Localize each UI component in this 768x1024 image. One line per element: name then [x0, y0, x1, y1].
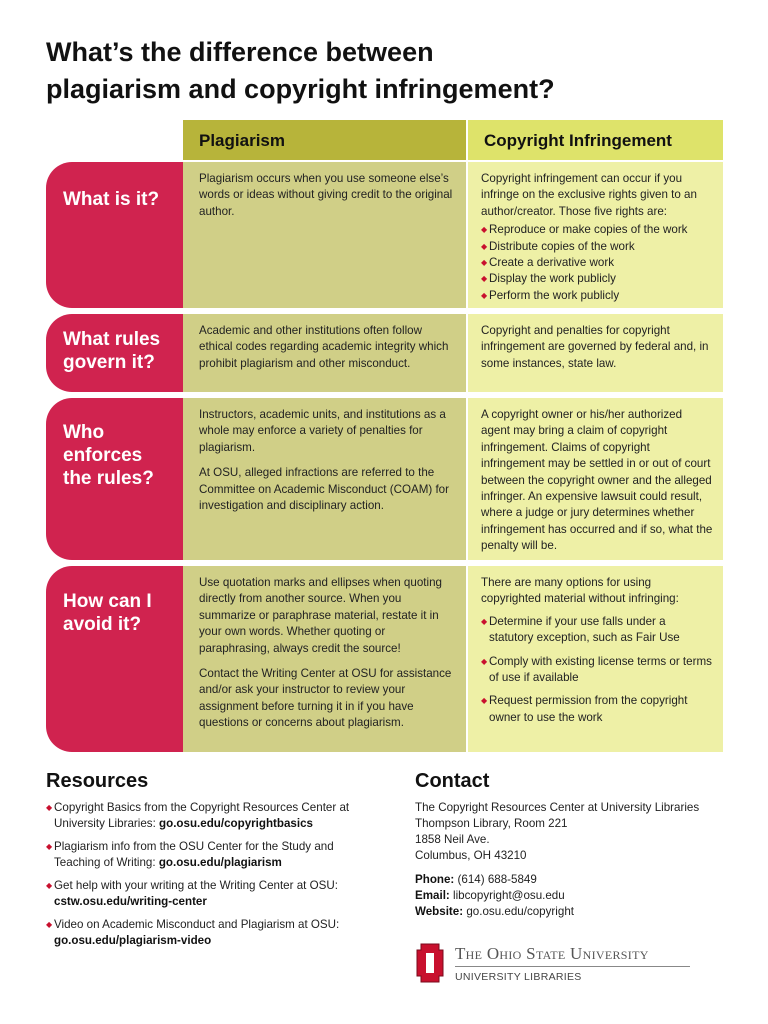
diamond-bullet-icon: ◆ — [46, 920, 53, 929]
diamond-bullet-icon: ◆ — [46, 881, 53, 890]
diamond-bullet-icon: ◆ — [481, 696, 488, 706]
list-item: ◆ Comply with existing license terms or terms of use if available — [481, 654, 712, 685]
cell-paragraph: Plagiarism occurs when you use someone else’s words or ideas without giving credit to the original author. — [199, 172, 453, 218]
resource-link[interactable]: go.osu.edu/plagiarism — [158, 856, 282, 869]
university-name: The Ohio State University — [455, 944, 649, 963]
list-item: ◆ Distribute copies of the work — [481, 239, 713, 255]
cell-paragraph: Contact the Writing Center at OSU for assistance and/or ask your instructor to review your assignment before turning it in if you have questions or concerns about plagiarism. — [199, 667, 452, 730]
resources-list — [46, 800, 376, 956]
libraries-name: UNIVERSITY LIBRARIES — [455, 971, 582, 983]
column-header-plagiarism: Plagiarism — [183, 120, 466, 160]
diamond-bullet-icon: ◆ — [481, 290, 488, 300]
cell-paragraph: Academic and other institutions often follow ethical codes regarding academic integrity which prohibit plagiarism and other misconduct. — [199, 324, 449, 370]
diamond-bullet-icon: ◆ — [481, 258, 488, 268]
cell-paragraph: Copyright infringement can occur if you infringe on the exclusive rights given to an author/creator. Those five rights are: — [481, 172, 697, 218]
list-item: ◆ Display the work publicly — [481, 271, 713, 287]
cell-paragraph: There are many options for using copyrighted material without infringing: — [481, 576, 679, 606]
row-label-how-avoid — [46, 566, 184, 752]
logo-divider — [455, 966, 690, 967]
website-value[interactable]: go.osu.edu/copyright — [466, 905, 574, 918]
title-line-1: What’s the difference between — [46, 37, 434, 67]
row-label-who-enforces — [46, 398, 184, 560]
diamond-bullet-icon: ◆ — [481, 225, 488, 235]
cell-copyright-enforce — [468, 398, 723, 560]
email-value[interactable]: libcopyright@osu.edu — [453, 889, 565, 902]
title-line-2: plagiarism and copyright infringement? — [46, 74, 555, 104]
cell-paragraph: Copyright and penalties for copyright infringement are governed by federal and, in some instances, state law. — [481, 324, 709, 370]
row-label-what-is-it — [46, 162, 184, 308]
resource-item: ◆ Video on Academic Misconduct and Plagiarism at OSU: go.osu.edu/plagiarism-video — [46, 918, 340, 947]
column-header-copyright: Copyright Infringement — [468, 120, 723, 160]
row-label-what-rules — [46, 314, 184, 392]
cell-paragraph: A copyright owner or his/her authorized agent may bring a claim of copyright infringement. Claims of copyright infringement may be settled in or out of court between the copyright owner and the alleged infringer. An expensive lawsuit could result, where a judge or jury determines whether infringement has occurred and if so, what the penalty will be. — [481, 408, 713, 553]
address-line: Columbus, OH 43210 — [415, 849, 527, 862]
row-question: What rules govern it? — [63, 329, 161, 373]
cell-plagiarism-avoid — [183, 566, 466, 752]
list-item: ◆ Create a derivative work — [481, 255, 713, 271]
block-o-icon — [415, 942, 445, 984]
list-item: ◆ Request permission from the copyright owner to use the work — [481, 694, 688, 724]
diamond-bullet-icon: ◆ — [481, 616, 488, 626]
list-item: ◆ Reproduce or make copies of the work — [481, 222, 713, 238]
diamond-bullet-icon: ◆ — [481, 241, 488, 251]
cell-paragraph: At OSU, alleged infractions are referred to the Committee on Academic Misconduct (COAM) for investigation and disciplinary action. — [199, 466, 449, 513]
resource-item: ◆ Plagiarism info from the OSU Center for the Study and Teaching of Writing: go.osu.edu/plagiarism — [46, 840, 334, 869]
row-question: Who enforces the rules? — [63, 422, 154, 489]
phone-value[interactable]: (614) 688-5849 — [457, 873, 537, 886]
address-line: Thompson Library, Room 221 — [415, 817, 568, 830]
list-item: ◆ Determine if your use falls under a statutory exception, such as Fair Use — [481, 614, 680, 645]
resource-link[interactable]: go.osu.edu/copyrightbasics — [159, 817, 313, 830]
cell-paragraph: Instructors, academic units, and institutions as a whole may enforce a variety of penalties for plagiarism. — [199, 408, 446, 454]
cell-copyright-avoid — [468, 566, 723, 752]
address-line: 1858 Neil Ave. — [415, 833, 490, 846]
resource-link[interactable]: cstw.osu.edu/writing-center — [54, 895, 207, 908]
diamond-bullet-icon: ◆ — [46, 803, 53, 812]
cell-copyright-rules — [468, 314, 723, 392]
phone-line: Phone: (614) 688-5849 — [415, 873, 537, 886]
address-line: The Copyright Resources Center at University Libraries — [415, 801, 700, 814]
website-line: Website: go.osu.edu/copyright — [415, 905, 574, 918]
osu-libraries-logo — [415, 942, 695, 986]
row-question: What is it? — [63, 189, 160, 210]
list-item: ◆ Perform the work publicly — [481, 288, 713, 304]
email-line: Email: libcopyright@osu.edu — [415, 889, 565, 902]
row-question: How can I avoid it? — [63, 591, 152, 635]
resources-heading: Resources — [46, 770, 149, 792]
cell-plagiarism-rules — [183, 314, 466, 392]
cell-paragraph: Use quotation marks and ellipses when quoting directly from another source. When you summarize or paraphrase material, restate it in your own words. Whether quoting or paraphrasing, always credit the source! — [199, 576, 442, 655]
diamond-bullet-icon: ◆ — [46, 842, 53, 851]
cell-plagiarism-enforce — [183, 398, 466, 560]
diamond-bullet-icon: ◆ — [481, 656, 488, 666]
resource-link[interactable]: go.osu.edu/plagiarism-video — [54, 934, 212, 947]
resource-item: ◆ Copyright Basics from the Copyright Resources Center at University Libraries: go.osu.edu/copyrightbasics — [46, 801, 350, 830]
contact-heading: Contact — [415, 770, 490, 792]
options-list — [481, 614, 713, 726]
resource-item: ◆ Get help with your writing at the Writing Center at OSU: cstw.osu.edu/writing-center — [46, 879, 338, 908]
cell-copyright-what — [468, 162, 723, 308]
contact-block — [415, 800, 735, 920]
diamond-bullet-icon: ◆ — [481, 274, 488, 284]
rights-list — [481, 222, 713, 304]
page-title — [46, 34, 726, 108]
cell-plagiarism-what — [183, 162, 466, 308]
